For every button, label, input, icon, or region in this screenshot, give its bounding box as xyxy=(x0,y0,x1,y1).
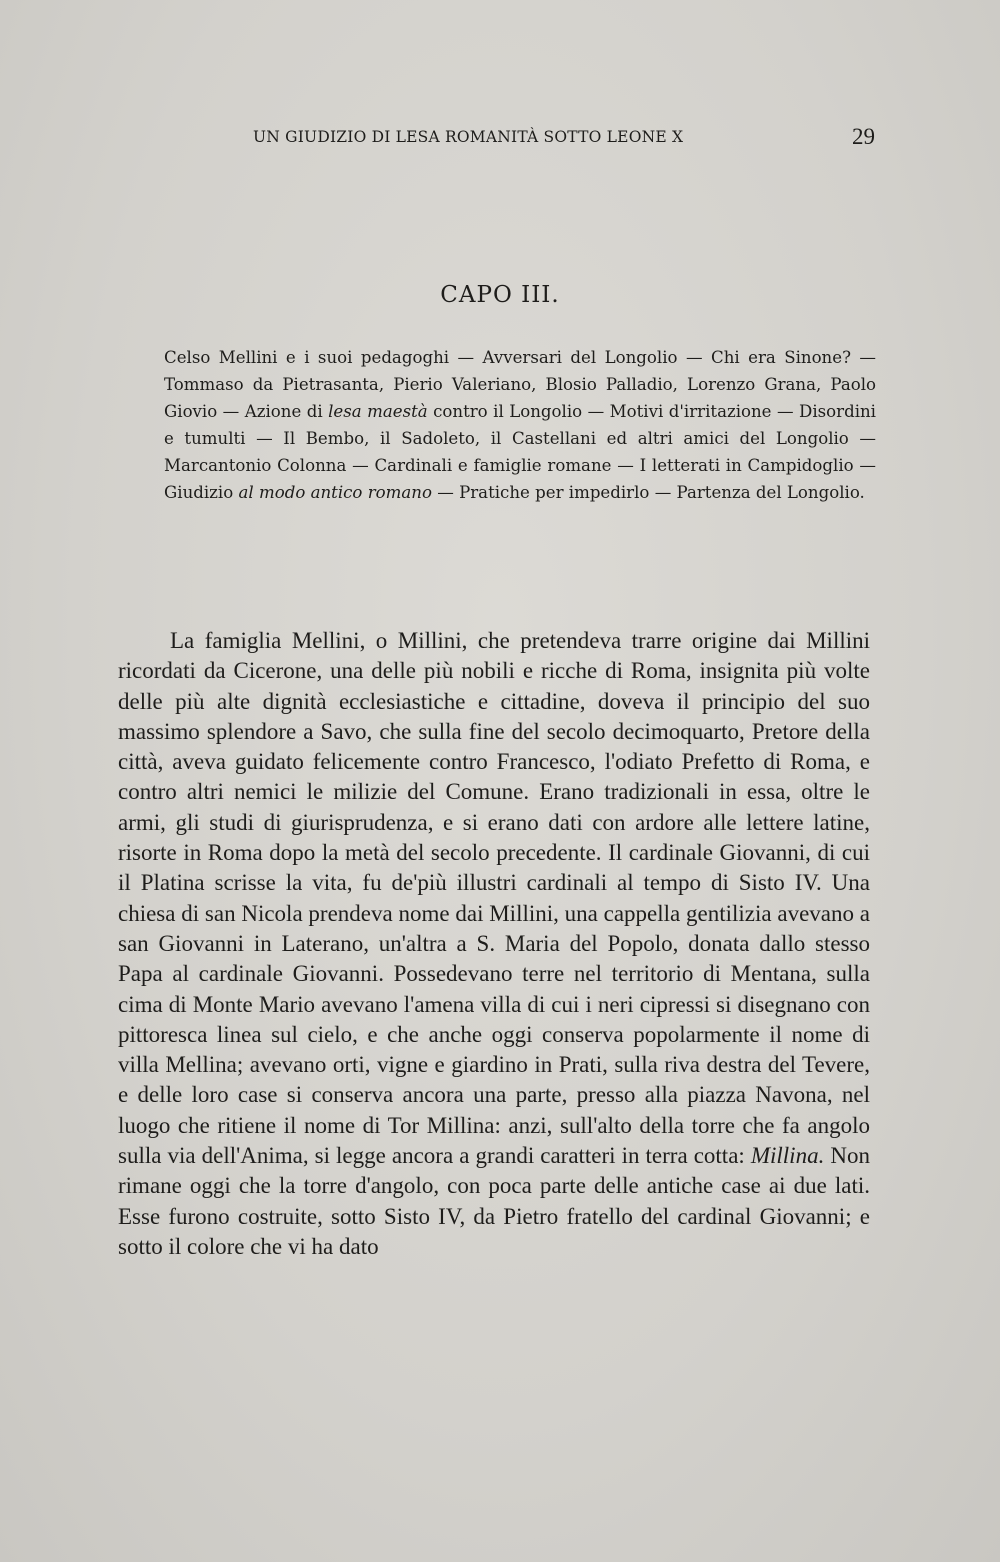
summary-text: — Pratiche per impedirlo — Partenza del Longolio. xyxy=(431,483,865,502)
body-paragraph xyxy=(118,626,870,1262)
summary-italic-text: al modo antico romano xyxy=(238,483,432,502)
running-head: UN GIUDIZIO DI LESA ROMANITÀ SOTTO LEONE X xyxy=(253,128,684,146)
summary-text: Celso Mellini e i suoi pedagoghi — Avversari del Longolio — Chi era Sinone? — Tommaso da Pietrasanta, Pierio Valeriano, Blosio Palladio, Lorenzo Grana, Paolo Giovio — Azione di xyxy=(164,348,876,421)
chapter-title: CAPO III. xyxy=(440,282,560,308)
paragraph-text: Non rimane oggi che la torre d'angolo, con poca parte delle antiche case ai due lati. Esse furono costruite, sotto Sisto IV, da Pietro fratello del cardinal Giovanni; e sotto il colore che vi ha dato xyxy=(118,1143,870,1259)
paragraph-text: La famiglia Mellini, o Millini, che pretendeva trarre origine dai Millini ricordati da Cicerone, una delle più nobili e ricche di Roma, insignita più volte delle più alte dignità ecclesiastiche e cittadine, doveva il principio del suo massimo splendore a Savo, che sulla fine del secolo decimoquarto, Pretore della città, aveva guidato felicemente contro Francesco, l'odiato Prefetto di Roma, e contro altri nemici le milizie del Comune. Erano tradizionali in essa, oltre le armi, gli studi di giurisprudenza, e si erano dati con ardore alle lettere latine, risorte in Roma dopo la metà del secolo precedente. Il cardinale Giovanni, di cui il Platina scrisse la vita, fu de'più illustri cardinali al tempo di Sisto IV. Una chiesa di san Nicola prendeva nome dai Millini, una cappella gentilizia avevano a san Giovanni in Laterano, un'altra a S. Maria del Popolo, donata dallo stesso Papa al cardinale Giovanni. Possedevano terre nel territorio di Mentana, sulla cima di Monte Mario avevano l'amena villa di cui i neri cipressi si disegnano con pittoresca linea sul cielo, e che anche oggi conserva popolarmente il nome di villa Mellina; avevano orti, vigne e giardino in Prati, sulla riva destra del Tevere, e delle loro case si conserva ancora una parte, presso alla piazza Navona, nel luogo che ritiene il nome di Tor Millina: anzi, sull'alto della torre che fa angolo sulla via dell'Anima, si legge ancora a grandi caratteri in terra cotta: xyxy=(118,628,870,1169)
chapter-summary xyxy=(164,344,876,506)
summary-italic-text: lesa maestà xyxy=(328,402,428,421)
summary-text: contro il Longolio — Motivi d'irritazione — Disordini e tumulti — Il Bembo, il Sadoleto, il Castellani ed altri amici del Longolio — Marcantonio Colonna — Cardinali e famiglie romane — I letterati in Campidoglio — Giudizio xyxy=(164,402,876,502)
paragraph-italic-text: Millina. xyxy=(750,1143,825,1169)
page-number: 29 xyxy=(852,124,875,149)
